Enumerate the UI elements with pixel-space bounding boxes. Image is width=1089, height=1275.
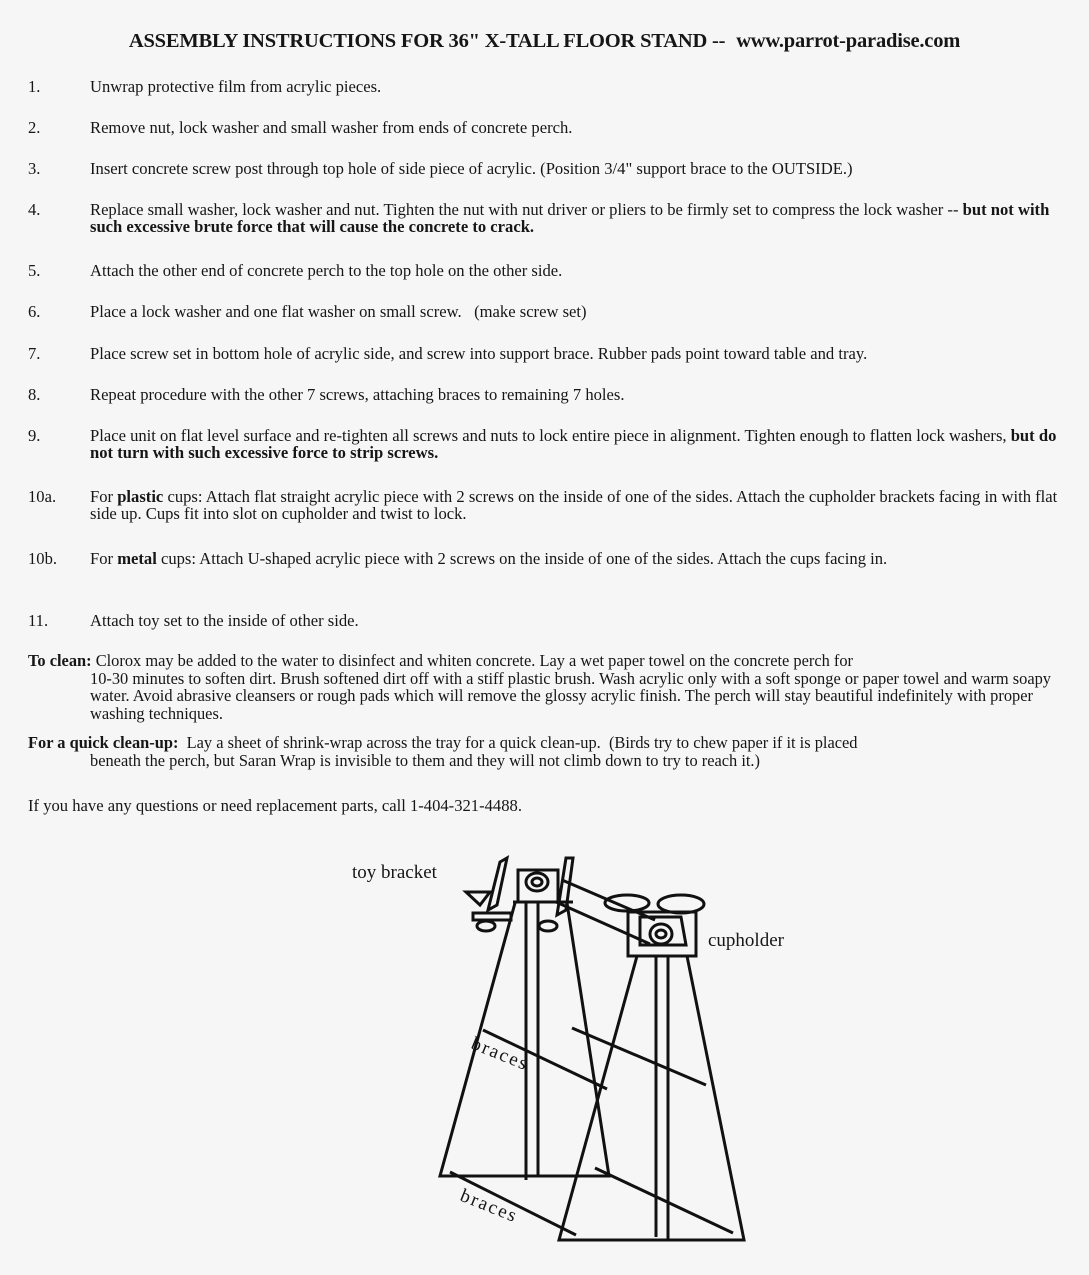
step-warning: but do not turn with such excessive force to strip screws. — [90, 426, 1057, 462]
step-number: 10b. — [28, 549, 58, 568]
toy-hanger-left — [466, 892, 490, 905]
title-separator: -- — [712, 30, 726, 52]
toy-bell-right — [539, 921, 557, 931]
step-text: Attach the other end of concrete perch to the top hole on the other side. — [90, 261, 563, 280]
step-text-wrap — [90, 427, 1073, 461]
step-text-wrap — [90, 201, 1073, 235]
cleaning-label: To clean: — [28, 651, 92, 670]
label-cupholder: cupholder — [708, 930, 784, 951]
quick-clean-section — [28, 734, 1073, 769]
step-text-wrap — [90, 550, 1073, 567]
cupholder-block — [628, 912, 696, 956]
step-number: 4. — [28, 200, 41, 219]
title-text: ASSEMBLY INSTRUCTIONS FOR 36" X-TALL FLOOR STAND — [128, 30, 708, 52]
step-9 — [28, 427, 1073, 461]
step-text: Place screw set in bottom hole of acrylic side, and screw into support brace. Rubber pads point toward table and tray. — [90, 344, 868, 363]
step-10a — [28, 488, 1073, 522]
step-text: Remove nut, lock washer and small washer from ends of concrete perch. — [90, 118, 573, 137]
step-3 — [28, 160, 1073, 177]
website-link[interactable]: www.parrot-paradise.com — [736, 30, 961, 52]
step-text: Repeat procedure with the other 7 screws, attaching braces to remaining 7 holes. — [90, 385, 625, 404]
step-text: Attach toy set to the inside of other side. — [90, 611, 359, 630]
rear-bolt-outer-icon — [526, 873, 548, 891]
cupholder-bolt-inner-icon — [656, 930, 666, 938]
quick-clean-first-text: Lay a sheet of shrink-wrap across the tray for a quick clean-up. (Birds try to chew paper if it is placed — [178, 733, 858, 752]
toy-bracket-left-arm — [488, 858, 507, 910]
step-cup-type: plastic — [117, 487, 164, 506]
step-prefix: For — [90, 487, 118, 506]
front-side-panel — [559, 956, 744, 1240]
step-5 — [28, 262, 1073, 279]
quick-clean-first-line — [28, 734, 1073, 752]
step-4 — [28, 201, 1073, 235]
front-panel-outline — [559, 956, 744, 1240]
quick-clean-label: For a quick clean-up: — [28, 733, 179, 752]
step-number: 6. — [28, 302, 41, 321]
step-8 — [28, 386, 1073, 403]
contact-line: If you have any questions or need replacement parts, call 1-404-321-4488. — [28, 796, 522, 815]
label-braces-lower: braces — [457, 1185, 522, 1228]
cup-right — [658, 895, 704, 913]
step-2 — [28, 119, 1073, 136]
step-number: 8. — [28, 385, 41, 404]
cleaning-text: 10-30 minutes to soften dirt. Brush softened dirt off with a stiff plastic brush. Wash acrylic only with a soft sponge or paper towel and warm soapy water. Avoid abrasive cleansers or rough pads which will remove the glossy acrylic finish. The perch will stay beautiful indefinitely with proper washing techniques. — [90, 668, 1051, 723]
step-7 — [28, 345, 1073, 362]
step-number: 1. — [28, 77, 41, 96]
step-number: 10a. — [28, 487, 57, 506]
step-text: Replace small washer, lock washer and nut. Tighten the nut with nut driver or pliers to be firmly set to compress the lock washer -- — [90, 200, 963, 219]
step-warning: but not with such excessive brute force that will cause the concrete to crack. — [90, 200, 1050, 236]
step-text-wrap — [90, 488, 1073, 522]
step-text: Place a lock washer and one flat washer on small screw. (make screw set) — [90, 302, 587, 321]
step-text: Place unit on flat level surface and re-tighten all screws and nuts to lock entire piece in alignment. Tighten enough to flatten lock washers, — [90, 426, 1011, 445]
label-toy-bracket: toy bracket — [352, 862, 437, 883]
toy-bell-left — [477, 921, 495, 931]
step-number: 11. — [28, 611, 49, 630]
toy-bar — [473, 913, 511, 920]
cupholder-bolt-outer-icon — [650, 924, 672, 944]
rear-bolt-inner-icon — [532, 878, 542, 886]
quick-clean-text: beneath the perch, but Saran Wrap is invisible to them and they will not climb down to try to reach it.) — [90, 750, 760, 770]
label-braces-upper: braces — [468, 1033, 533, 1076]
step-number: 3. — [28, 159, 41, 178]
step-text: Unwrap protective film from acrylic pieces. — [90, 77, 382, 96]
page-title — [0, 30, 1089, 53]
step-number: 9. — [28, 426, 41, 445]
step-number: 2. — [28, 118, 41, 137]
cleaning-section — [28, 652, 1073, 722]
step-text: cups: Attach U-shaped acrylic piece with 2 screws on the inside of one of the sides. Attach the cups facing in. — [156, 549, 888, 568]
step-text: Insert concrete screw post through top hole of side piece of acrylic. (Position 3/4" support brace to the OUTSIDE.) — [90, 159, 853, 178]
step-6 — [28, 303, 1073, 320]
floor-stand-diagram — [0, 840, 1089, 1275]
step-10b — [28, 550, 1073, 567]
cleaning-first-line — [28, 652, 1073, 670]
cleaning-first-text: Clorox may be added to the water to disinfect and whiten concrete. Lay a wet paper towel on the concrete perch for — [91, 651, 853, 670]
step-1 — [28, 78, 1073, 95]
rear-side-panel — [440, 870, 609, 1180]
step-11 — [28, 612, 1073, 629]
step-text: cups: Attach flat straight acrylic piece with 2 screws on the inside of one of the sides. Attach the cupholder brackets facing in with flat side up. Cups fit into slot on cupholder and twist to lock. — [90, 487, 1058, 523]
step-cup-type: metal — [117, 549, 157, 568]
step-prefix: For — [90, 549, 118, 568]
step-number: 7. — [28, 344, 41, 363]
step-number: 5. — [28, 261, 41, 280]
brace-lower-front — [595, 1168, 733, 1233]
